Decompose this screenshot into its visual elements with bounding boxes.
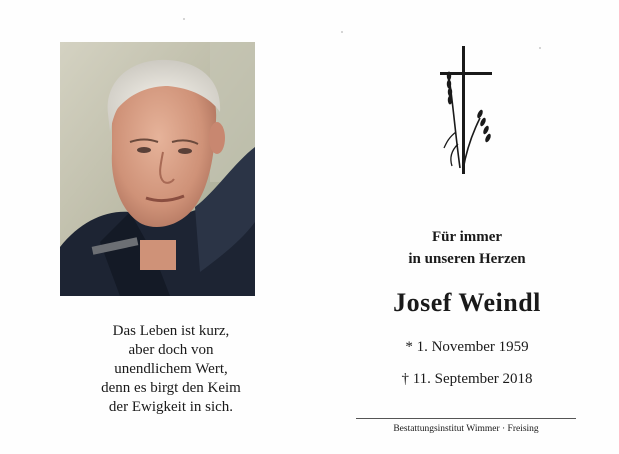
footer-divider	[356, 418, 576, 419]
cross-with-wheat-icon	[436, 44, 496, 180]
verse	[60, 322, 282, 417]
verse-line: der Ewigkeit in sich.	[108, 399, 234, 415]
verse-line: aber doch von	[128, 342, 214, 358]
verse-line: unendlichem Wert,	[114, 361, 228, 377]
verse-line: denn es birgt den Keim	[101, 380, 241, 396]
deceased-name: Josef Weindl	[393, 288, 541, 317]
portrait-photo	[60, 42, 255, 296]
portrait-image	[60, 42, 255, 296]
motto-line-2: in unseren Herzen	[408, 251, 526, 267]
paper-speck	[341, 31, 343, 33]
verse-line: Das Leben ist kurz,	[112, 323, 230, 339]
motto-line-1: Für immer	[431, 229, 503, 245]
birth-date: * 1. November 1959	[405, 339, 529, 355]
death-date: † 11. September 2018	[401, 371, 533, 387]
paper-speck	[183, 18, 185, 20]
paper-speck	[539, 47, 541, 49]
undertaker-credit: Bestattungsinstitut Wimmer · Freising	[393, 424, 539, 434]
motto	[356, 226, 578, 270]
